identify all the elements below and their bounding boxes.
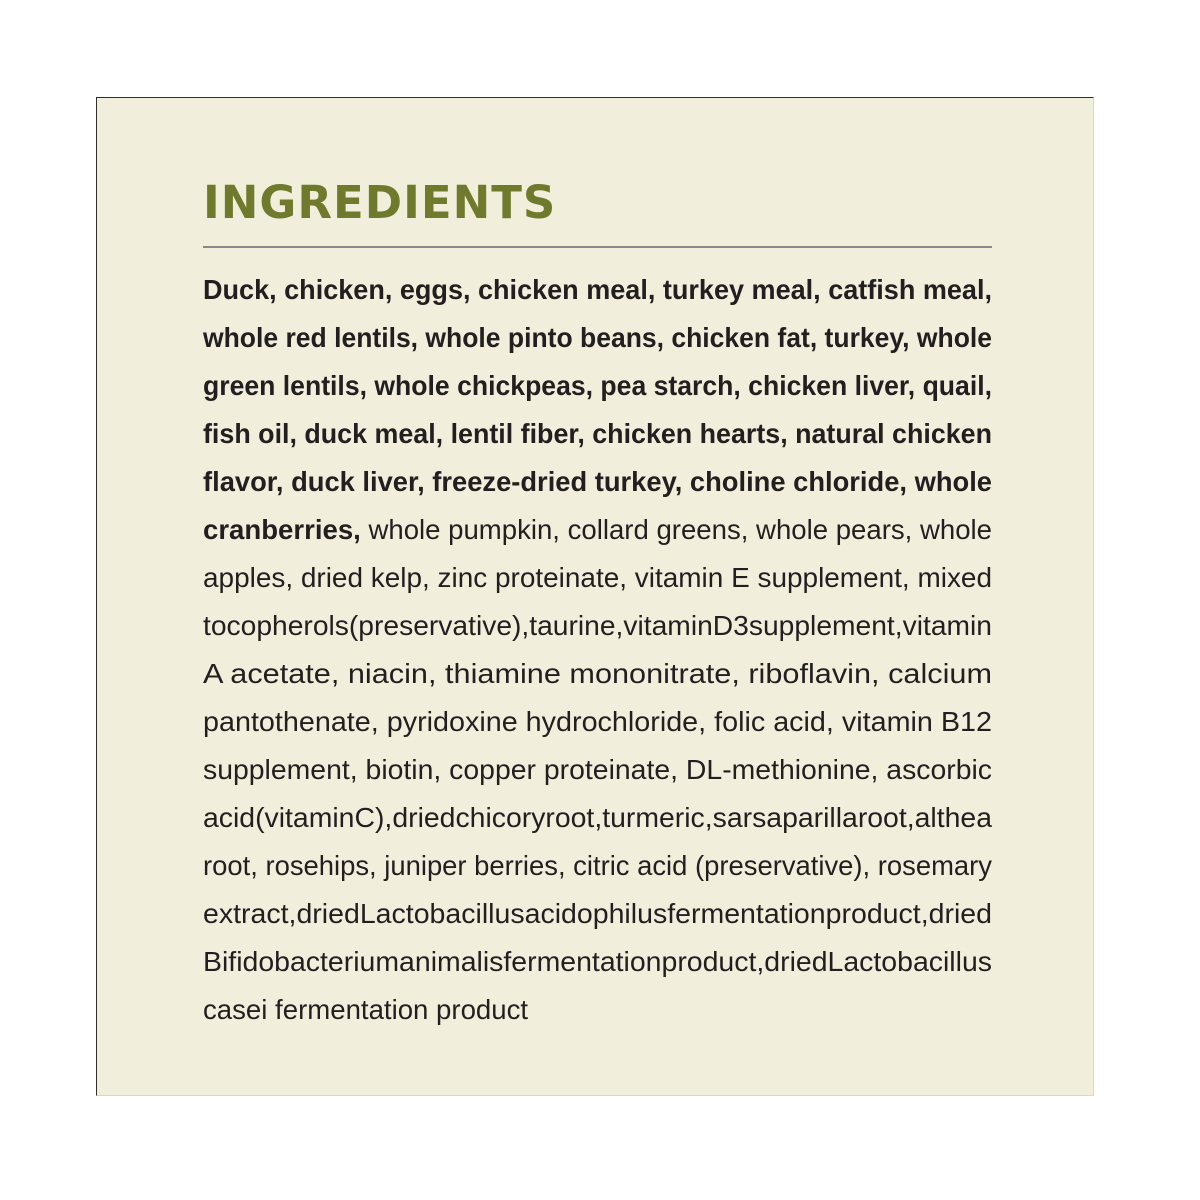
ingredient-text-regular: A acetate, niacin, thiamine mononitrate, riboflavin, calcium: [203, 658, 992, 689]
ingredient-line: [203, 986, 992, 1034]
ingredient-line: [203, 890, 992, 938]
ingredients-list: [203, 266, 992, 1034]
ingredient-text-regular: pantothenate, pyridoxine hydrochloride, folic acid, vitamin B12: [203, 706, 993, 737]
ingredient-line-text: [203, 458, 992, 506]
ingredient-text-regular: extract,driedLactobacillusacidophilusfermentationproduct,dried: [203, 898, 992, 929]
ingredient-line: [203, 602, 992, 650]
ingredient-line-text: [203, 890, 992, 938]
ingredient-line: [203, 650, 992, 698]
ingredient-text-regular: casei fermentation product: [203, 994, 529, 1025]
ingredient-line: [203, 554, 992, 602]
ingredient-text-regular: whole pumpkin, collard greens, whole pears, whole: [360, 514, 992, 545]
title-divider: [203, 246, 992, 248]
ingredient-text-bold: fish oil, duck meal, lentil fiber, chicken hearts, natural chicken: [203, 418, 992, 449]
ingredient-text-regular: root, rosehips, juniper berries, citric acid (preservative), rosemary: [203, 850, 992, 881]
ingredient-line: [203, 698, 992, 746]
ingredient-line: [203, 410, 992, 458]
ingredient-text-regular: tocopherols(preservative),taurine,vitaminD3supplement,vitamin: [203, 610, 992, 641]
ingredient-line: [203, 506, 992, 554]
ingredient-text-regular: apples, dried kelp, zinc proteinate, vitamin E supplement, mixed: [203, 562, 992, 593]
ingredient-text-bold: whole red lentils, whole pinto beans, chicken fat, turkey, whole: [203, 322, 992, 353]
ingredients-title: INGREDIENTS: [203, 176, 557, 229]
ingredient-line-text: [203, 362, 992, 410]
ingredient-line-text: [203, 650, 992, 698]
ingredient-line-text: [203, 986, 528, 1034]
ingredient-text-bold: Duck, chicken, eggs, chicken meal, turkey meal, catfish meal,: [203, 274, 992, 305]
ingredient-line: [203, 794, 992, 842]
ingredient-line-text: [203, 698, 992, 746]
ingredients-panel: [96, 97, 1094, 1096]
ingredient-text-bold: green lentils, whole chickpeas, pea starch, chicken liver, quail,: [203, 370, 992, 401]
ingredient-line-text: [203, 938, 992, 986]
ingredient-line-text: [203, 314, 992, 362]
ingredient-line-text: [203, 602, 992, 650]
ingredient-line: [203, 458, 992, 506]
ingredient-line: [203, 938, 992, 986]
ingredient-line-text: [203, 266, 992, 314]
ingredient-line-text: [203, 554, 992, 602]
ingredient-line-text: [203, 842, 992, 890]
ingredient-line-text: [203, 410, 992, 458]
ingredient-line: [203, 842, 992, 890]
ingredient-text-regular: acid(vitaminC),driedchicoryroot,turmeric,sarsaparillaroot,althea: [203, 802, 992, 833]
ingredient-line-text: [203, 794, 992, 842]
ingredient-line: [203, 266, 992, 314]
ingredient-text-bold: flavor, duck liver, freeze-dried turkey, choline chloride, whole: [203, 466, 992, 497]
ingredient-text-regular: supplement, biotin, copper proteinate, DL-methionine, ascorbic: [203, 754, 992, 785]
ingredient-line: [203, 362, 992, 410]
ingredient-text-regular: Bifidobacteriumanimalisfermentationproduct,driedLactobacillus: [203, 946, 992, 977]
ingredient-line-text: [203, 506, 992, 554]
ingredient-line: [203, 746, 992, 794]
ingredient-line: [203, 314, 992, 362]
ingredient-line-text: [203, 746, 992, 794]
ingredient-text-bold: cranberries,: [203, 514, 361, 545]
